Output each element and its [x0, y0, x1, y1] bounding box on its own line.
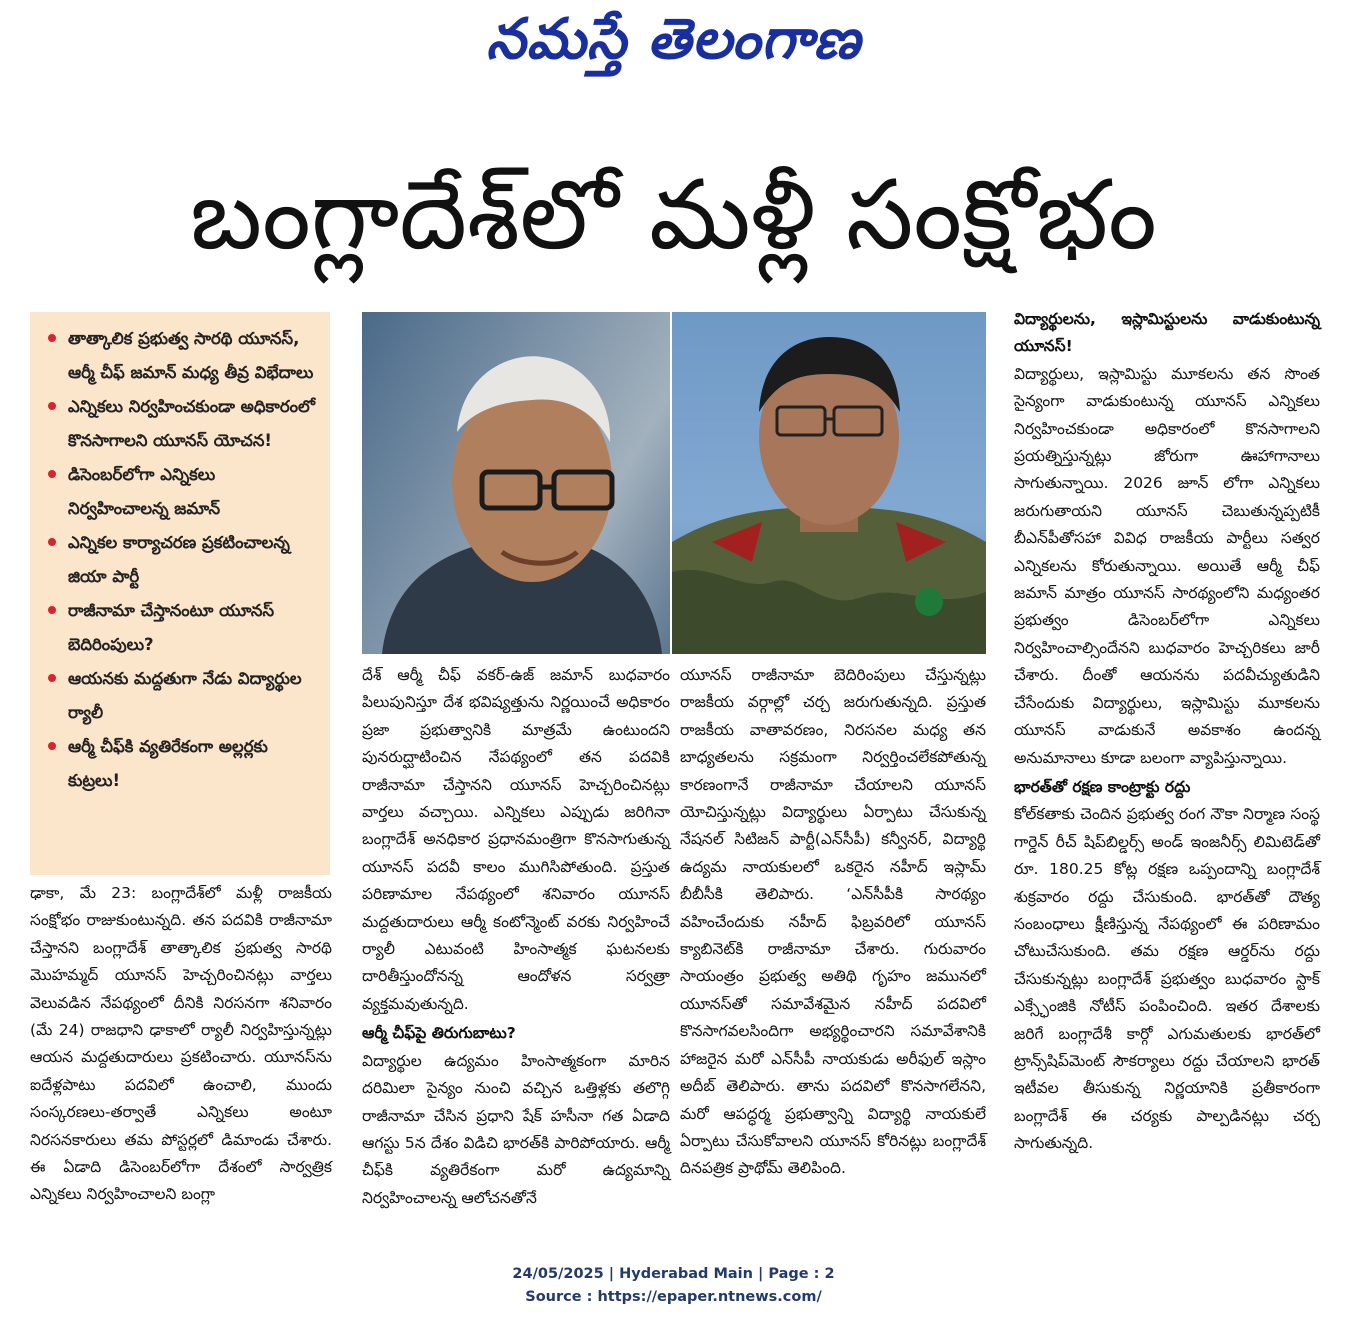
article-paragraph: విద్యార్థుల ఉద్యమం హింసాత్మకంగా మారిన దరిమిలా సైన్యం నుంచి వచ్చిన ఒత్తిళ్లకు తలొగ్గి రాజీనామా చేసిన ప్రధాని షేక్ హసీనా గత ఏడాది ఆగస్టు 5న దేశం విడిచి భారత్‌కి పారిపోయారు. ఆర్మీ చీఫ్‌కి వ్యతిరేకంగా మరో ఉద్యమాన్ని నిర్వహించాలన్న ఆలోచనతోనే [362, 1051, 670, 1207]
highlight-text: తాత్కాలిక ప్రభుత్వ సారథి యూనస్, ఆర్మీ చీఫ్ జమాన్ మధ్య తీవ్ర విభేదాలు [68, 329, 314, 382]
article-paragraph: యూనస్ రాజీనామా బెదిరింపులు చేస్తున్నట్లు రాజకీయ వర్గాల్లో చర్చ జరుగుతున్నది. ప్రస్తుత రాజకీయ వాతావరణం, నిరసనల మధ్య తన బాధ్యతలను సక్రమంగా నిర్వర్తించలేకపోతున్న కారణంగానే రాజీనామా చేయాలని యూనస్ యోచిస్తున్నట్లు విద్యార్థులు ఏర్పాటు చేసుకున్న నేషనల్ సిటిజన్ పార్టీ(ఎన్‌సీపీ) కన్వీనర్, విద్యార్థి ఉద్యమ నాయకులలో ఒకరైన నహీద్ ఇస్లామ్ బీబీసీకి తెలిపారు. ‘ఎన్‌సీపీకి సారథ్యం వహించేందుకు నహీద్ ఫిబ్రవరిలో యూనస్ క్యాబినెట్‌కి రాజీనామా చేశారు. గురువారం సాయంత్రం ప్రభుత్వ అతిథి గృహం జమునలో యూనస్‌తో సమావేశమైన నహీద్ పదవిలో కొనసాగవలసిందిగా అభ్యర్థించారని సమావేశానికి హాజరైన మరో ఎన్‌సీపీ నాయకుడు అరీఫుల్ ఇస్లాం అదీబ్ తెలిపారు. తాను పదవిలో కొనసాగలేనని, మరో ఆపద్ధర్మ ప్రభుత్వాన్ని విద్యార్థి నాయకులే ఏర్పాటు చేసుకోవాలని యూనస్ కోరినట్లు బంగ్లాదేశ్ దినపత్రిక ప్రాథోమ్ తెలిపింది. [680, 666, 986, 1178]
footer-source: Source : https://epaper.ntnews.com/ [525, 1289, 822, 1305]
article-paragraph: ఢాకా, మే 23: బంగ్లాదేశ్‌లో మళ్లీ రాజకీయ సంక్షోభం రాజుకుంటున్నది. తన పదవికి రాజీనామా చేస్తానని బంగ్లాదేశ్ తాత్కాలిక ప్రభుత్వ సారథి మొహమ్మద్ యూనస్ హెచ్చరించినట్లు వార్తలు వెలువడిన నేపథ్యంలో దీనికి నిరసనగా శనివారం (మే 24) రాజధాని ఢాకాలో ర్యాలీ నిర్వహిస్తున్నట్లు ఆయన మద్దతుదారులు ప్రకటించారు. యూనస్‌ను ఐదేళ్లపాటు పదవిలో ఉంచాలి, ముందు సంస్కరణలు-తర్వాతే ఎన్నికలు అంటూ నిరసనకారులు తమ పోస్టర్లలో డిమాండు చేశారు. ఈ ఏడాది డిసెంబర్‌లోగా దేశంలో సార్వత్రిక ఎన్నికలు నిర్వహించాలని బంగ్లా [30, 884, 332, 1204]
highlight-text: ఆయనకు మద్దతుగా నేడు విద్యార్థుల ర్యాలీ [68, 669, 302, 722]
footer-edition-info: 24/05/2025 | Hyderabad Main | Page : 2 [512, 1266, 835, 1282]
bullet-icon [48, 470, 56, 478]
article-column-3 [680, 662, 986, 1183]
bullet-icon [48, 606, 56, 614]
highlight-text: ఎన్నికలు నిర్వహించకుండా అధికారంలో కొనసాగాలని యూనస్ యోచన! [68, 397, 315, 450]
highlight-item [48, 594, 320, 662]
highlight-text: ఆర్మీ చీఫ్‌కి వ్యతిరేకంగా అల్లర్లకు కుట్రలు! [68, 737, 268, 790]
article-column-1 [30, 880, 332, 1209]
article-subheading: ఆర్మీ చీఫ్‌పై తిరుగుబాటు? [362, 1024, 516, 1043]
article-paragraph: దేశ్ ఆర్మీ చీఫ్ వకర్-ఉజ్ జమాన్ బుధవారం పిలుపునిస్తూ దేశ భవిష్యత్తును నిర్ణయించే అధికారం ప్రజా ప్రభుత్వానికి మాత్రమే ఉంటుందని పునరుద్ఘాటించిన నేపథ్యంలో తన పదవికి రాజీనామా చేస్తానని యూనస్ హెచ్చరించినట్లు వార్తలు వచ్చాయి. ఎన్నికలు ఎప్పుడు జరిగినా బంగ్లాదేశ్ అనధికార ప్రధానమంత్రిగా కొనసాగుతున్న యూనస్ పదవీ కాలం ముగిసిపోతుంది. ప్రస్తుత పరిణామాల నేపథ్యంలో శనివారం యూనస్ మద్దతుదారులు ఆర్మీ కంటోన్మెంట్ వరకు నిర్వహించే ర్యాలీ ఎటువంటి హింసాత్మక ఘటనలకు దారితీస్తుందోనన్న ఆందోళన సర్వత్రా వ్యక్తమవుతున్నది. [362, 666, 670, 1013]
article-paragraph: విద్యార్థులు, ఇస్లామిస్టు మూకలను తన సొంత సైన్యంగా వాడుకుంటున్న యూనస్ ఎన్నికలు నిర్వహించకుండా అధికారంలో కొనసాగాలని ప్రయత్నిస్తున్నట్లు జోరుగా ఊహాగానాలు సాగుతున్నాయి. 2026 జూన్ లోగా ఎన్నికలు జరుగుతాయని యూనస్ చెబుతున్నప్పటికీ బీఎన్‌పీతోసహా వివిధ రాజకీయ పార్టీలు సత్వర ఎన్నికలను కోరుతున్నాయి. అయితే ఆర్మీ చీఫ్ జమాన్ మాత్రం యూనస్ సారథ్యంలోని మధ్యంతర ప్రభుత్వం డిసెంబర్‌లోగా ఎన్నికలు నిర్వహించాల్సిందేనని బుధవారం హెచ్చరికలు జారీ చేశారు. దీంతో ఆయనను పదవీచ్యుతుడిని చేసేందుకు విద్యార్థులు, ఇస్లామిస్టు మూకలను యూనస్ వాడుకునే అవకాశం ఉందన్న అనుమానాలు కూడా బలంగా వ్యాపిస్తున్నాయి. [1014, 364, 1320, 767]
masthead-title: నమస్తే తెలంగాణ [486, 6, 861, 72]
article-column-4 [1014, 304, 1320, 1158]
article-paragraph: కోల్‌కతాకు చెందిన ప్రభుత్వ రంగ నౌకా నిర్మాణ సంస్థ గార్డెన్ రీచ్ షిప్‌బిల్డర్స్ అండ్ ఇంజనీర్స్ లిమిటెడ్‌తో రూ. 180.25 కోట్ల రక్షణ ఒప్పందాన్ని బంగ్లాదేశ్ శుక్రవారం రద్దు చేసుకుంది. భారత్‌తో దౌత్య సంబంధాలు క్షీణిస్తున్న నేపథ్యంలో ఈ పరిణామం చోటుచేసుకుంది. తమ రక్షణ ఆర్డర్‌ను రద్దు చేసుకున్నట్లు బంగ్లాదేశ్ ప్రభుత్వం బుధవారం స్టాక్ ఎక్స్ఛేంజికి నోటీస్ పంపించింది. ఇతర దేశాలకు జరిగే బంగ్లాదేశీ కార్గో ఎగుమతులకు భారత్‌లో ట్రాన్స్‌షిప్‌మెంట్ సౌకర్యాలు రద్దు చేయాలని భారత్ ఇటీవల తీసుకున్న నిర్ణయానికి ప్రతీకారంగా బంగ్లాదేశ్ ఈ చర్యకు పాల్పడినట్లు చర్చ సాగుతున్నది. [1014, 805, 1320, 1153]
highlight-text: ఎన్నికల కార్యాచరణ ప్రకటించాలన్న జియా పార్టీ [68, 533, 290, 586]
bullet-icon [48, 334, 56, 342]
bullet-icon [48, 742, 56, 750]
portrait-photo-illustration [362, 312, 670, 654]
highlight-item [48, 730, 320, 798]
highlights-box [30, 312, 330, 875]
army-chief-photo [672, 312, 986, 654]
bullet-icon [48, 402, 56, 410]
page-headline: బంగ్లాదేశ్‌లో మళ్లీ సంక్షోభం [190, 159, 1157, 271]
article-subheading: భారత్‌తో రక్షణ కాంట్రాక్టు రద్దు [1014, 777, 1191, 796]
army-chief-illustration [672, 312, 986, 654]
bullet-icon [48, 538, 56, 546]
highlight-item [48, 662, 320, 730]
highlight-item [48, 322, 320, 390]
article-column-2 [362, 662, 670, 1212]
highlight-item [48, 458, 320, 526]
article-subheading: విద్యార్థులను, ఇస్లామిస్టులను వాడుకుంటున్న యూనస్! [1014, 310, 1320, 356]
bullet-icon [48, 674, 56, 682]
highlight-text: డిసెంబర్‌లోగా ఎన్నికలు నిర్వహించాలన్న జమాన్ [68, 465, 221, 518]
portrait-photo [362, 312, 670, 654]
highlight-text: రాజీనామా చేస్తానంటూ యూనస్ బెదిరింపులు? [68, 601, 275, 654]
highlight-item [48, 526, 320, 594]
highlight-item [48, 390, 320, 458]
